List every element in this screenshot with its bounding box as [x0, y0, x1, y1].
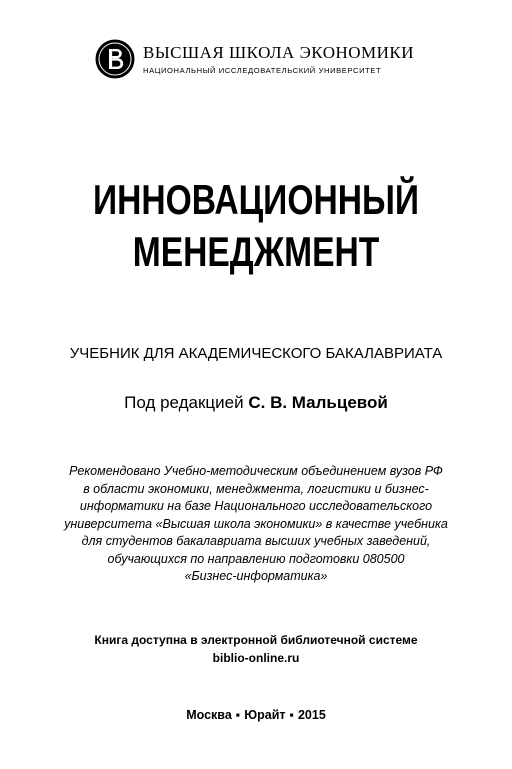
imprint-city: Москва — [186, 708, 232, 722]
library-notice — [0, 631, 512, 667]
editor-prefix: Под редакцией — [124, 393, 244, 412]
hse-logo-icon — [95, 39, 135, 79]
book-title-line-2: МЕНЕДЖМЕНТ — [132, 228, 380, 275]
university-subtitle: НАЦИОНАЛЬНЫЙ ИССЛЕДОВАТЕЛЬСКИЙ УНИВЕРСИТЕТ — [143, 65, 382, 75]
imprint-footer — [0, 706, 512, 724]
book-subtitle: УЧЕБНИК ДЛЯ АКАДЕМИЧЕСКОГО БАКАЛАВРИАТА — [69, 345, 443, 362]
book-title-line-1: ИННОВАЦИОННЫЙ — [92, 176, 420, 223]
recommendation-text — [0, 463, 512, 586]
recommendation-line: обучающихся по направлению подготовки 080500 — [107, 551, 405, 566]
recommendation-line: в области экономики, менеджмента, логистики и бизнес- — [83, 481, 429, 496]
library-url: biblio-online.ru — [212, 651, 300, 665]
recommendation-line: университета «Высшая школа экономики» в качестве учебника — [64, 516, 448, 531]
recommendation-line: «Бизнес-информатика» — [184, 569, 328, 583]
header-text — [143, 43, 414, 76]
university-name: ВЫСШАЯ ШКОЛА ЭКОНОМИКИ — [143, 42, 415, 62]
book-title — [0, 174, 512, 278]
editor-line — [0, 392, 512, 414]
bullet-separator-icon: ▪ — [289, 708, 294, 722]
recommendation-line: для студентов бакалавриата высших учебных заведений, — [81, 534, 431, 548]
bullet-separator-icon: ▪ — [235, 708, 241, 722]
imprint-year: 2015 — [297, 708, 326, 722]
recommendation-line: информатики на базе Национального исследовательского — [79, 499, 433, 513]
publisher-header — [95, 39, 414, 79]
library-notice-text: Книга доступна в электронной библиотечной системе — [94, 633, 418, 647]
imprint-publisher: Юрайт — [244, 708, 286, 722]
recommendation-line: Рекомендовано Учебно-методическим объединением вузов РФ — [69, 464, 443, 478]
editor-name: С. В. Мальцевой — [248, 393, 388, 412]
